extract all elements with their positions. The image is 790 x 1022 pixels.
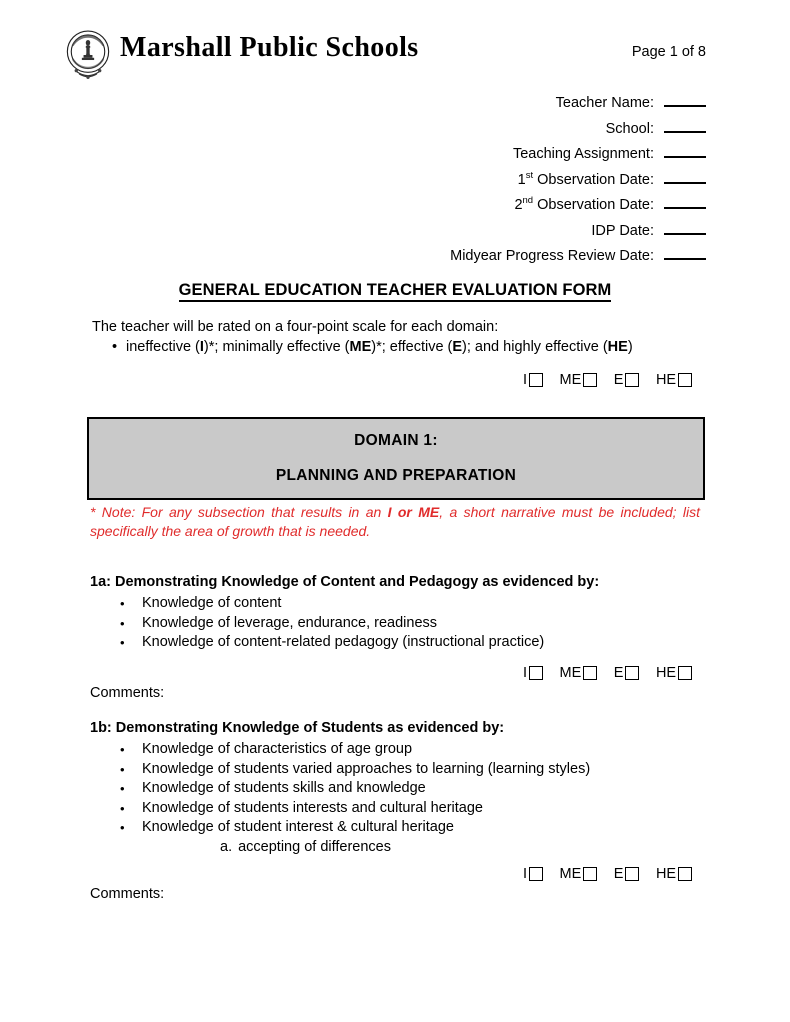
- rating-label-he: HE: [655, 866, 677, 882]
- comments-label-1a: Comments:: [90, 685, 165, 701]
- scale-code-e: E: [452, 339, 463, 355]
- rating-option-me-scale[interactable]: [560, 372, 597, 388]
- list-item-label: Knowledge of leverage, endurance, readiness: [142, 614, 438, 631]
- school-name-title: Marshall Public Schools: [120, 32, 419, 63]
- sub-list-item-label: accepting of differences: [238, 838, 391, 855]
- rating-label-he: HE: [655, 665, 677, 681]
- field-label-second-observation-date: [514, 197, 654, 213]
- rating-checkbox-row-1b: [523, 866, 692, 882]
- rating-option-he-1b[interactable]: [656, 866, 692, 882]
- scale-text-part-5: ): [627, 339, 633, 355]
- rating-checkbox-row-scale: [523, 372, 692, 388]
- bullet-dot-icon: •: [120, 800, 125, 816]
- note-emphasis-i-or-me: I or ME: [387, 504, 440, 520]
- field-input-teaching-assignment[interactable]: [664, 143, 706, 158]
- rating-option-me-1a[interactable]: [560, 665, 597, 681]
- list-item: [120, 740, 590, 760]
- scale-text-part-3: )*; effective (: [371, 339, 453, 355]
- list-item: [120, 799, 590, 819]
- rating-label-me: ME: [559, 665, 582, 681]
- rating-checkbox-he[interactable]: [678, 867, 692, 881]
- rating-checkbox-he[interactable]: [678, 666, 692, 680]
- list-item-label: Knowledge of students skills and knowledge: [142, 780, 426, 796]
- list-item: [120, 779, 590, 799]
- section-heading-1a: 1a: Demonstrating Knowledge of Content and Pedagogy as evidenced by:: [90, 574, 600, 590]
- rating-checkbox-i[interactable]: [529, 666, 543, 680]
- scale-text-part-1: ineffective (: [126, 339, 200, 355]
- bullet-dot-icon: •: [120, 761, 125, 777]
- rating-checkbox-me[interactable]: [583, 666, 597, 680]
- rating-label-he: HE: [655, 372, 677, 388]
- bullet-dot-icon: •: [120, 820, 125, 835]
- rating-option-i-scale[interactable]: [523, 372, 543, 388]
- rating-option-e-scale[interactable]: [614, 372, 639, 388]
- rating-label-i: I: [523, 866, 528, 882]
- bullet-dot-icon: •: [120, 781, 125, 796]
- list-item-label: Knowledge of characteristics of age group: [142, 741, 413, 757]
- page-header: [58, 24, 706, 88]
- field-row-school: [330, 118, 706, 144]
- rating-checkbox-me[interactable]: [583, 373, 597, 387]
- field-input-midyear-progress-review-date[interactable]: [664, 245, 706, 260]
- field-row-midyear-progress-review-date: [330, 245, 706, 271]
- bullet-dot-icon: •: [120, 742, 125, 757]
- field-row-first-observation-date: [330, 169, 706, 195]
- field-row-idp-date: [330, 220, 706, 246]
- ordinal-number-2: 2: [514, 197, 523, 213]
- list-item: [120, 760, 590, 780]
- field-input-first-observation-date[interactable]: [664, 169, 706, 184]
- rating-option-he-1a[interactable]: [656, 665, 692, 681]
- list-item: [120, 818, 590, 838]
- bullet-dot-icon: •: [120, 596, 125, 611]
- scale-text-part-2: )*; minimally effective (: [203, 339, 350, 355]
- rating-label-e: E: [613, 866, 624, 882]
- marshall-school-seal-icon: [60, 26, 116, 84]
- rating-scale-bullet: [112, 339, 633, 355]
- field-label-text-first-observation: Observation Date:: [533, 171, 654, 188]
- rating-label-e: E: [613, 372, 624, 388]
- rating-checkbox-e[interactable]: [625, 373, 639, 387]
- note-text-part-1: * Note: For any subsection that results in an: [90, 504, 388, 520]
- list-item-label: Knowledge of students varied approaches to learning (learning styles): [142, 760, 591, 777]
- list-item-label: Knowledge of content: [142, 595, 282, 611]
- field-label-first-observation-date: [517, 169, 654, 188]
- rating-label-me: ME: [559, 372, 582, 388]
- field-row-second-observation-date: [330, 194, 706, 220]
- bullet-dot-icon: •: [120, 615, 125, 631]
- field-label-midyear-progress-review-date: Midyear Progress Review Date:: [450, 248, 654, 264]
- scale-text-part-4: ); and highly effective (: [462, 339, 608, 355]
- rating-option-he-scale[interactable]: [656, 372, 692, 388]
- list-item: [120, 594, 544, 614]
- rating-checkbox-he[interactable]: [678, 373, 692, 387]
- field-label-idp-date: IDP Date:: [591, 222, 654, 239]
- scale-code-me: ME: [349, 339, 372, 355]
- section-1b-bullet-list: [120, 740, 590, 857]
- rating-option-e-1b[interactable]: [614, 866, 639, 882]
- field-row-teacher-name: [330, 92, 706, 118]
- rating-label-me: ME: [559, 866, 582, 882]
- list-item-label: Knowledge of students interests and cultural heritage: [142, 799, 483, 816]
- rating-checkbox-row-1a: [523, 665, 692, 681]
- rating-checkbox-i[interactable]: [529, 373, 543, 387]
- scale-code-he: HE: [607, 339, 628, 355]
- page-indicator: Page 1 of 8: [631, 44, 706, 60]
- narrative-requirement-note: [90, 503, 700, 541]
- sub-list-marker: a.: [220, 838, 233, 855]
- domain-number-label: DOMAIN 1:: [354, 432, 438, 449]
- note-text-part-2: , a short narrative must be included; list specifically the area of growth that is needed.: [90, 504, 700, 539]
- form-title-text: GENERAL EDUCATION TEACHER EVALUATION FORM: [179, 281, 612, 302]
- sub-list-item: [220, 838, 590, 858]
- ordinal-suffix-nd: nd: [522, 195, 534, 207]
- bullet-dot-icon: •: [120, 635, 125, 650]
- teacher-info-fields: [330, 92, 706, 271]
- rating-label-e: E: [613, 665, 624, 681]
- rating-scale-intro: The teacher will be rated on a four-point scale for each domain:: [92, 319, 499, 335]
- list-item: [120, 614, 544, 634]
- comments-label-1b: Comments:: [90, 886, 165, 902]
- rating-checkbox-me[interactable]: [583, 867, 597, 881]
- rating-checkbox-i[interactable]: [529, 867, 543, 881]
- field-input-idp-date[interactable]: [664, 220, 706, 235]
- field-label-school: School:: [605, 120, 654, 137]
- rating-label-i: I: [523, 372, 528, 388]
- field-input-school[interactable]: [664, 118, 706, 133]
- field-label-teacher-name: Teacher Name:: [555, 95, 654, 111]
- rating-option-i-1b[interactable]: [523, 866, 543, 882]
- section-1a-bullet-list: [120, 594, 544, 653]
- list-item: [120, 633, 544, 653]
- section-heading-1b: 1b: Demonstrating Knowledge of Students as evidenced by:: [90, 720, 505, 736]
- field-row-teaching-assignment: [330, 143, 706, 169]
- domain-banner: [87, 417, 705, 500]
- field-label-teaching-assignment: Teaching Assignment:: [512, 146, 654, 162]
- field-input-second-observation-date[interactable]: [664, 194, 706, 209]
- ordinal-suffix-st: st: [525, 169, 534, 181]
- scale-code-i: I: [199, 339, 204, 355]
- list-item-label: Knowledge of student interest & cultural heritage: [142, 819, 454, 835]
- field-label-text-second-observation: Observation Date:: [533, 197, 654, 213]
- field-input-teacher-name[interactable]: [664, 92, 706, 107]
- bullet-dot-icon: •: [112, 339, 118, 355]
- rating-label-i: I: [523, 665, 528, 681]
- rating-checkbox-e[interactable]: [625, 666, 639, 680]
- form-title: [0, 281, 790, 300]
- rating-option-i-1a[interactable]: [523, 665, 543, 681]
- rating-option-e-1a[interactable]: [614, 665, 639, 681]
- ordinal-number-1: 1: [517, 171, 526, 188]
- rating-checkbox-e[interactable]: [625, 867, 639, 881]
- rating-option-me-1b[interactable]: [560, 866, 597, 882]
- domain-name-label: PLANNING AND PREPARATION: [275, 467, 517, 484]
- list-item-label: Knowledge of content-related pedagogy (instructional practice): [142, 634, 545, 650]
